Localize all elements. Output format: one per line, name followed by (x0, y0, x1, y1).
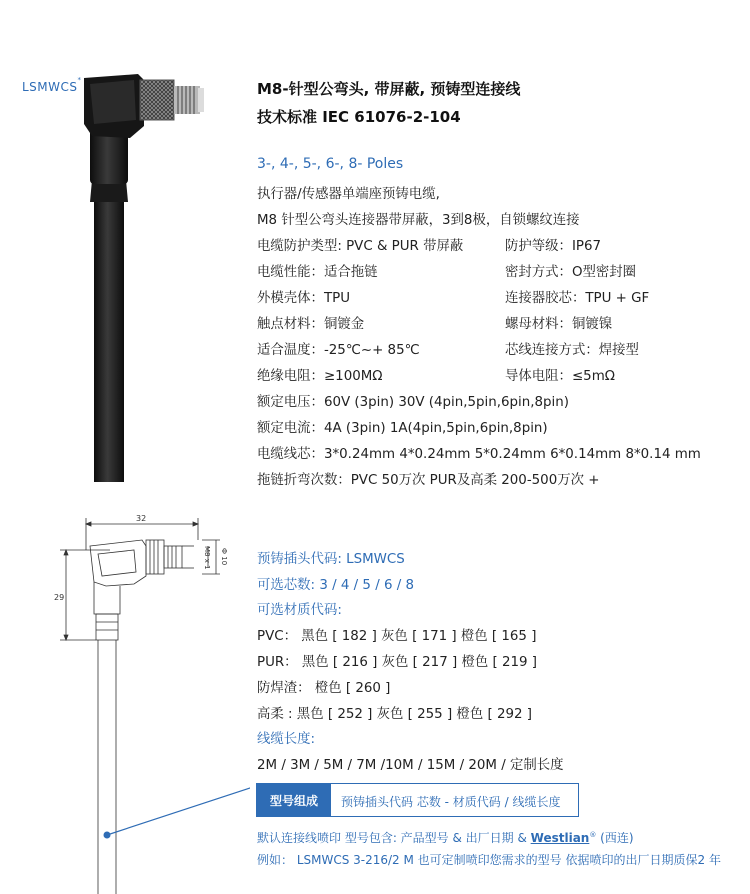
intro-line-1: 执行器/传感器单端座预铸电缆, (257, 187, 440, 202)
intro-line-2: M8 针型公弯头连接器带屏蔽，3到8极，自锁螺纹连接 (257, 213, 580, 228)
spec-nut: 螺母材料：铜镀镍 (505, 317, 613, 332)
spec-conductor: 导体电阻：≤5mΩ (505, 369, 615, 384)
spec-seal: 密封方式：O型密封圈 (505, 265, 637, 280)
standard-title: 技术标准 IEC 61076-2-104 (257, 108, 461, 126)
model-composition-box (256, 783, 579, 817)
product-title: M8-针型公弯头, 带屏蔽, 预铸型连接线 (257, 80, 521, 98)
product-photo (77, 70, 210, 490)
spec-protection: 防护等级：IP67 (505, 239, 602, 254)
spec-current: 额定电流：4A (3pin) 1A(4pin,5pin,6pin,8pin) (257, 421, 548, 436)
brand-name: LSMWCS (22, 80, 78, 94)
spec-cable-type: 电缆防护类型: PVC & PUR 带屏蔽 (257, 239, 464, 254)
spec-wiring: 芯线连接方式：焊接型 (505, 343, 639, 358)
spec-insert: 连接器胶芯：TPU + GF (505, 291, 650, 306)
brand-mark: * (77, 76, 82, 84)
spec-voltage: 额定电压：60V (3pin) 30V (4pin,5pin,6pin,8pin) (257, 395, 569, 410)
spec-cable-perf: 电缆性能：适合拖链 (257, 265, 378, 280)
material-label: 可选材质代码: (257, 603, 342, 618)
composition-desc: 预铸插头代码 芯数 - 材质代码 / 线缆长度 (341, 795, 561, 809)
length-options: 2M / 3M / 5M / 7M /10M / 15M / 20M / 定制长度 (257, 758, 564, 773)
dim-thread-label: M8 x 1 (203, 546, 211, 570)
example-note: 例如： LSMWCS 3-216/2 M 也可定制喷印您需求的型号 依据喷印的出厂日期质保2 年 (257, 853, 721, 867)
dim-height-label: 29 (54, 593, 65, 602)
cores-label: 可选芯数: 3 / 4 / 5 / 6 / 8 (257, 578, 415, 593)
dim-dia-label: Ф 10 (220, 548, 228, 566)
composition-tag: 型号组成 (257, 784, 331, 816)
spec-bending: 拖链折弯次数：PVC 50万次 PUR及高柔 200-500万次 + (257, 473, 600, 488)
print-note-prefix: 默认连接线喷印 型号包含: 产品型号 & 出厂日期 & (257, 831, 531, 845)
dim-width-label: 32 (136, 514, 147, 523)
technical-drawing (50, 510, 250, 894)
spec-contact: 触点材料：铜镀金 (257, 317, 365, 332)
material-pur: PUR： 黑色 [ 216 ] 灰色 [ 217 ] 橙色 [ 219 ] (257, 655, 538, 670)
print-note-suffix: (西连) (596, 831, 634, 845)
spec-insulation: 绝缘电阻：≥100MΩ (257, 369, 383, 384)
registered-mark: ® (589, 831, 597, 839)
spec-temp: 适合温度：-25℃~+ 85℃ (257, 343, 420, 358)
length-label: 线缆长度: (257, 732, 316, 747)
print-note (257, 829, 634, 846)
spec-housing: 外模壳体：TPU (257, 291, 351, 306)
westlian-brand: Westlian (530, 831, 590, 845)
material-highflex: 高柔 : 黑色 [ 252 ] 灰色 [ 255 ] 橙色 [ 292 ] (257, 707, 532, 722)
poles-heading: 3-, 4-, 5-, 6-, 8- Poles (257, 156, 404, 172)
spec-cores: 电缆线芯：3*0.24mm 4*0.24mm 5*0.24mm 6*0.14mm 8*0.14 mm (257, 447, 701, 462)
material-weld: 防焊渣： 橙色 [ 260 ] (257, 681, 391, 696)
brand-logo (22, 76, 82, 94)
material-pvc: PVC： 黑色 [ 182 ] 灰色 [ 171 ] 橙色 [ 165 ] (257, 629, 537, 644)
code-label: 预铸插头代码: LSMWCS (257, 552, 405, 567)
